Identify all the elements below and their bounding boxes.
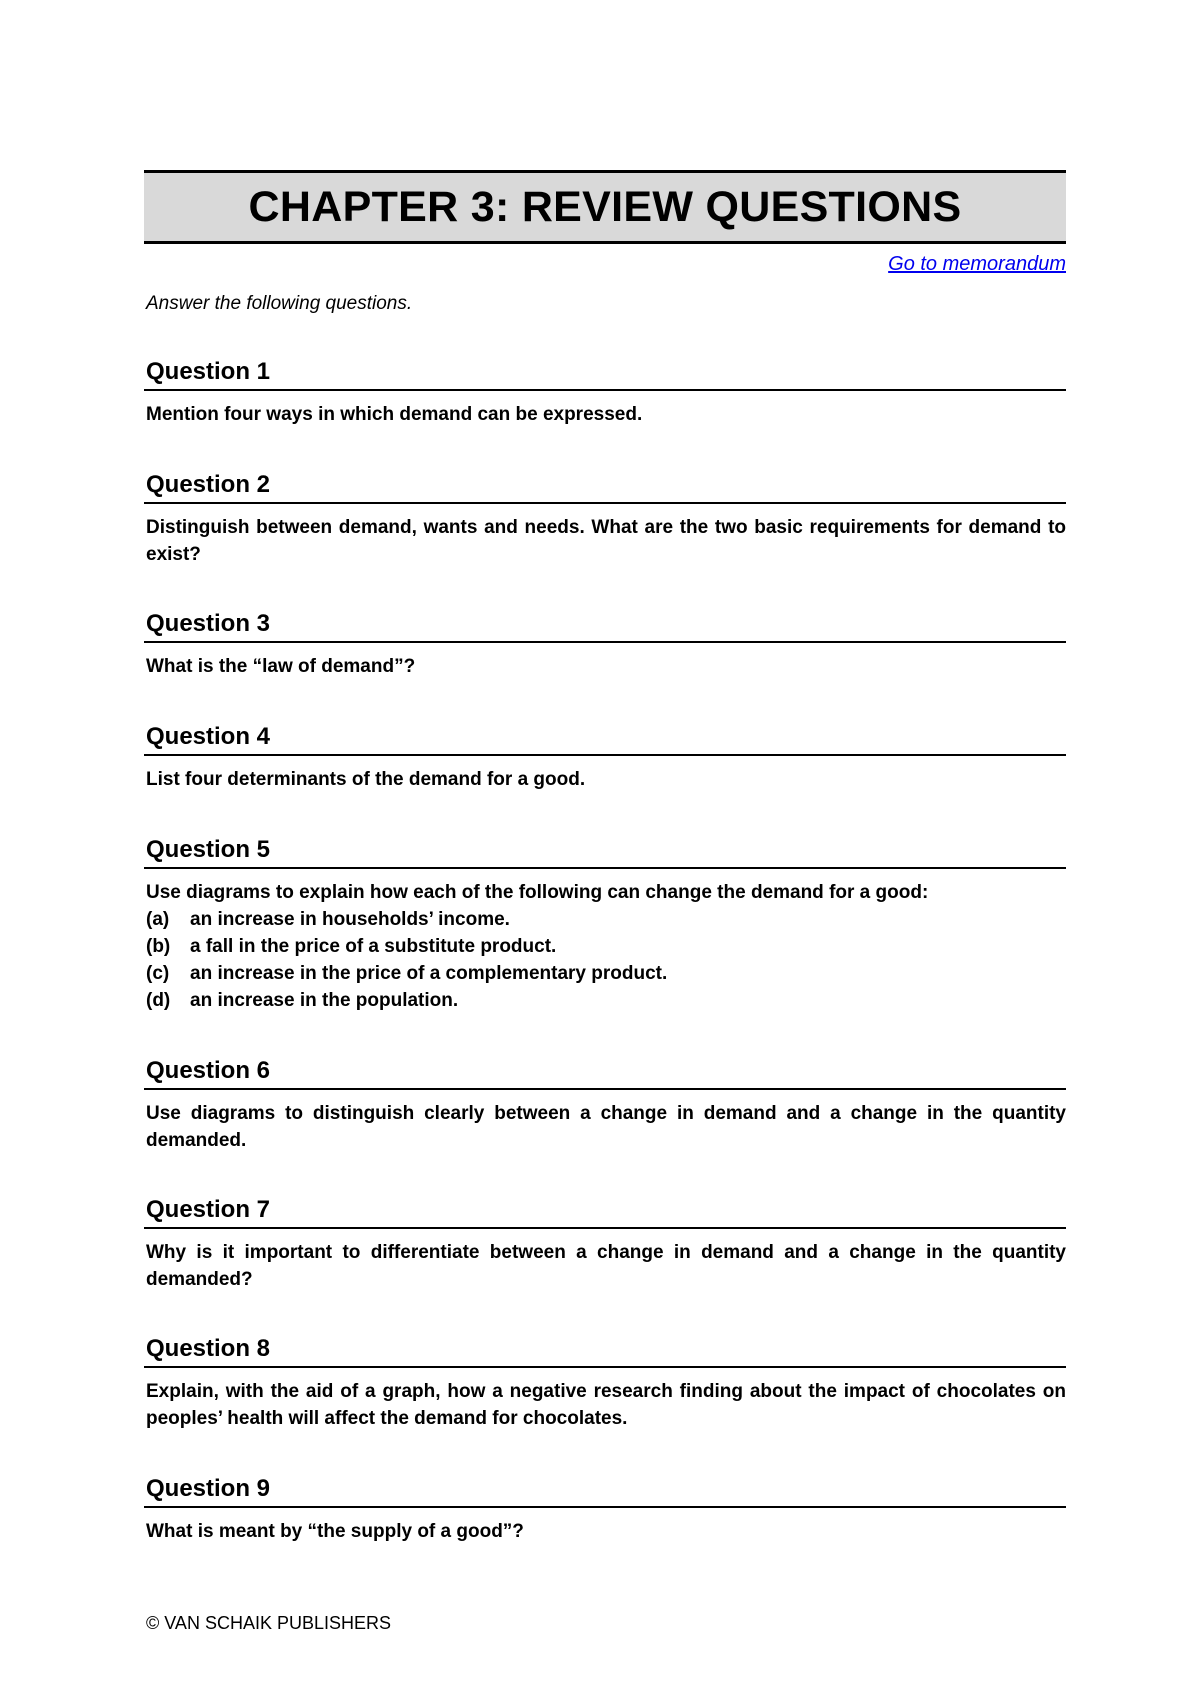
question-heading: Question 9 [144, 1474, 1066, 1508]
question-8 [144, 1334, 1066, 1432]
question-heading: Question 6 [144, 1056, 1066, 1090]
sub-question-letter: (d) [146, 990, 171, 1011]
question-heading: Question 5 [144, 835, 1066, 869]
question-text: Use diagrams to explain how each of the following can change the demand for a good: [146, 882, 929, 903]
sub-question-letter: (b) [146, 936, 171, 957]
question-7 [144, 1195, 1066, 1293]
question-text: Mention four ways in which demand can be expressed. [146, 404, 643, 425]
question-heading: Question 3 [144, 609, 1066, 643]
question-heading: Question 1 [144, 357, 1066, 391]
question-2 [144, 470, 1066, 568]
question-4 [144, 722, 1066, 793]
question-heading: Question 7 [144, 1195, 1066, 1229]
question-text: Explain, with the aid of a graph, how a negative research finding about the impact of chocolates on peoples’ health will affect the demand for chocolates. [146, 1381, 1066, 1429]
sub-question-text: an increase in the population. [190, 990, 459, 1011]
intro-text: Answer the following questions. [146, 293, 413, 314]
question-heading: Question 4 [144, 722, 1066, 756]
sub-question-letter: (c) [146, 963, 170, 984]
sub-question-text: an increase in households’ income. [190, 909, 510, 930]
question-heading: Question 8 [144, 1334, 1066, 1368]
sub-question-list [144, 906, 1066, 1014]
sub-question-b [144, 933, 1066, 960]
sub-question-text: a fall in the price of a substitute product. [190, 936, 557, 957]
sub-question-d [144, 987, 1066, 1014]
sub-question-letter: (a) [146, 909, 170, 930]
chapter-title: CHAPTER 3: REVIEW QUESTIONS [248, 182, 962, 231]
question-3 [144, 609, 1066, 680]
question-6 [144, 1056, 1066, 1154]
sub-question-text: an increase in the price of a complementary product. [190, 963, 668, 984]
sub-question-a [144, 906, 1066, 933]
question-text: What is the “law of demand”? [146, 656, 416, 677]
question-text: Why is it important to differentiate between a change in demand and a change in the quantity demanded? [146, 1242, 1066, 1290]
sub-question-c [144, 960, 1066, 987]
question-text: List four determinants of the demand for a good. [146, 769, 586, 790]
memorandum-link[interactable]: Go to memorandum [888, 253, 1066, 275]
chapter-title-bar [144, 170, 1066, 244]
question-text: Use diagrams to distinguish clearly between a change in demand and a change in the quantity demanded. [146, 1103, 1066, 1151]
question-heading: Question 2 [144, 470, 1066, 504]
question-9 [144, 1474, 1066, 1545]
question-text: What is meant by “the supply of a good”? [146, 1521, 524, 1542]
copyright-footer: © VAN SCHAIK PUBLISHERS [146, 1613, 391, 1633]
question-text: Distinguish between demand, wants and needs. What are the two basic requirements for demand to exist? [146, 517, 1066, 565]
question-5 [144, 835, 1066, 1014]
question-1 [144, 357, 1066, 428]
